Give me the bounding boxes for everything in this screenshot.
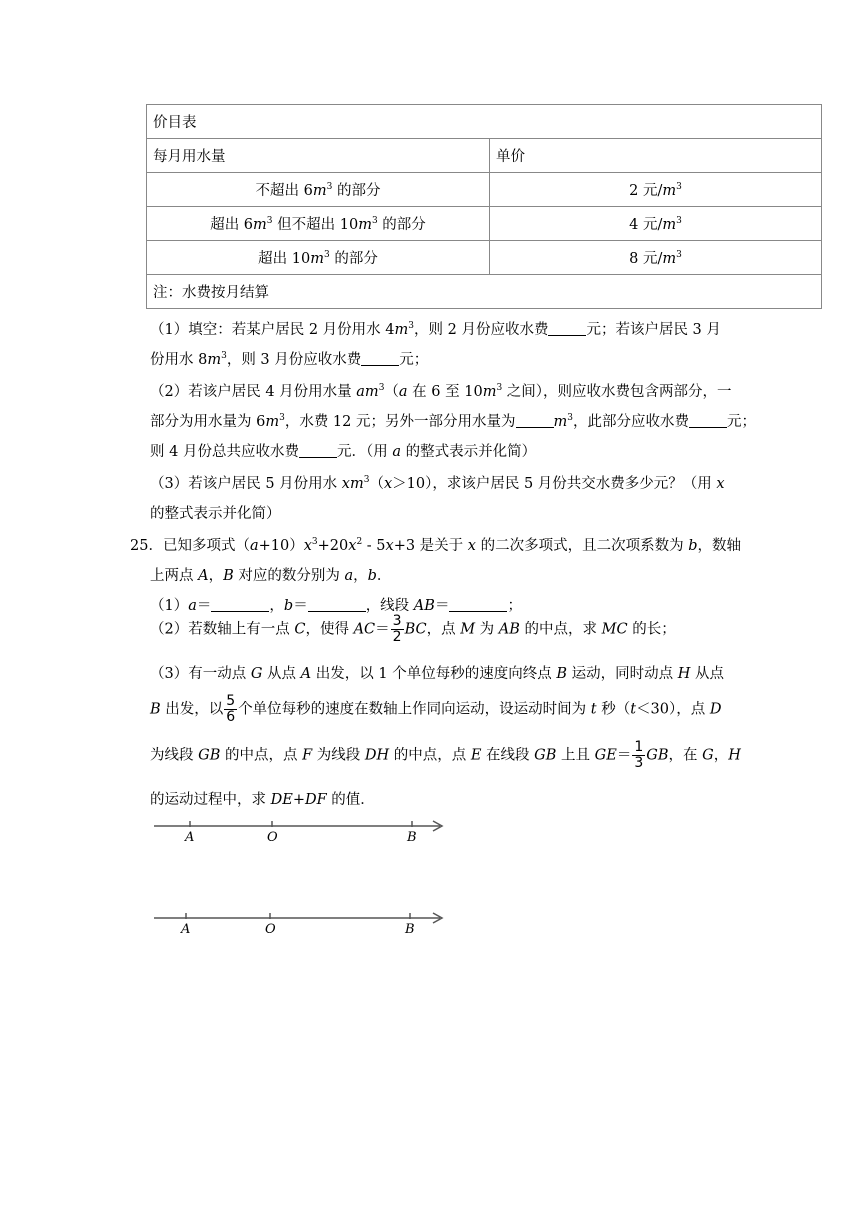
point-label-a: A xyxy=(181,922,191,937)
point-label-b: B xyxy=(407,830,417,845)
price-table xyxy=(146,104,822,309)
q1-line1: （1）填空：若某户居民 2 月份用水 $4m^3$，则 2 月份应收水费 元；若该户居民 3 月 xyxy=(150,321,721,338)
fraction: $\frac{3}{2}$ xyxy=(392,613,402,645)
table-note: 注：水费按月结算 xyxy=(147,275,822,309)
point-label-o: O xyxy=(265,922,276,937)
table-title: 价目表 xyxy=(147,105,822,139)
q3-line1: （3）若该户居民 5 月份用水 $xm^3(x>10)$，求该户居民 5 月份共交水费多少元？（用 x xyxy=(150,475,725,492)
table-cell: 8 元$/m^3$ xyxy=(490,241,822,275)
answer-blank[interactable] xyxy=(308,598,366,612)
point-label-o: O xyxy=(267,830,278,845)
p25-line3: （1）a＝ ，b＝ ，线段 AB＝ ； xyxy=(150,598,522,614)
table-cell: 4 元$/m^3$ xyxy=(490,207,822,241)
answer-blank[interactable] xyxy=(516,414,554,428)
p25-line8: 的运动过程中，求 DE+DF 的值． xyxy=(150,792,375,808)
p25-line7: 为线段 GB 的中点，点 F 为线段 DH 的中点，点 E 在线段 GB 上且 GE＝ $\frac{1}{3}$ GB，在 G，H xyxy=(150,739,741,771)
table-cell: 超出 $6m^3$ 但不超出 $10m^3$ 的部分 xyxy=(147,207,490,241)
p25-line1: 25．已知多项式$(a+10)x^3+20x^2 - 5x+3$ 是关于 x 的二次多项式，且二次项系数为 b，数轴 xyxy=(130,537,741,554)
q2-line2: 部分为用水量为 $6m^3$，水费 12 元；另外一部分用水量为 $m^3$，此部分应收水费 元； xyxy=(150,413,756,430)
table-header-usage: 每月用水量 xyxy=(147,139,490,173)
p25-line2: 上两点 A，B 对应的数分别为 a，b． xyxy=(150,568,392,584)
table-cell: 2 元$/m^3$ xyxy=(490,173,822,207)
table-row xyxy=(147,241,822,275)
fraction: $\frac{5}{6}$ xyxy=(226,693,236,725)
q2-line1: （2）若该户居民 4 月份用水量 $am^3(a$ 在 6 至 $10m^3$ 之间），则应收水费包含两部分，一 xyxy=(150,383,732,400)
point-label-a: A xyxy=(185,830,195,845)
q3-line2: 的整式表示并化简） xyxy=(150,506,281,522)
answer-blank[interactable] xyxy=(211,598,269,612)
q2-line3: 则 4 月份总共应收水费 元．（用 a 的整式表示并化简） xyxy=(150,444,537,460)
answer-blank[interactable] xyxy=(361,352,399,366)
table-header-price: 单价 xyxy=(490,139,822,173)
table-row xyxy=(147,207,822,241)
answer-blank[interactable] xyxy=(449,598,507,612)
answer-blank[interactable] xyxy=(299,444,337,458)
p25-line6: B 出发，以 $\frac{5}{6}$ 个单位每秒的速度在数轴上作同向运动，设运动时间为 t 秒（t＜30），点 D xyxy=(150,693,722,725)
number-line-1 xyxy=(150,816,450,846)
table-cell: 超出 $10m^3$ 的部分 xyxy=(147,241,490,275)
p25-line4: （2）若数轴上有一点 C，使得 AC＝ $\frac{3}{2}$ BC，点 M 为 AB 的中点，求 MC 的长； xyxy=(150,613,676,645)
point-label-b: B xyxy=(405,922,415,937)
table-row xyxy=(147,173,822,207)
q1-line2: 份用水 $8m^3$，则 3 月份应收水费 元； xyxy=(150,351,429,368)
p25-line5: （3）有一动点 G 从点 A 出发，以 1 个单位每秒的速度向终点 B 运动，同时动点 H 从点 xyxy=(150,666,724,682)
number-line-2 xyxy=(150,908,450,938)
fraction: $\frac{1}{3}$ xyxy=(634,739,644,771)
table-cell: 不超出 $6m^3$ 的部分 xyxy=(147,173,490,207)
answer-blank[interactable] xyxy=(689,414,727,428)
answer-blank[interactable] xyxy=(548,322,586,336)
